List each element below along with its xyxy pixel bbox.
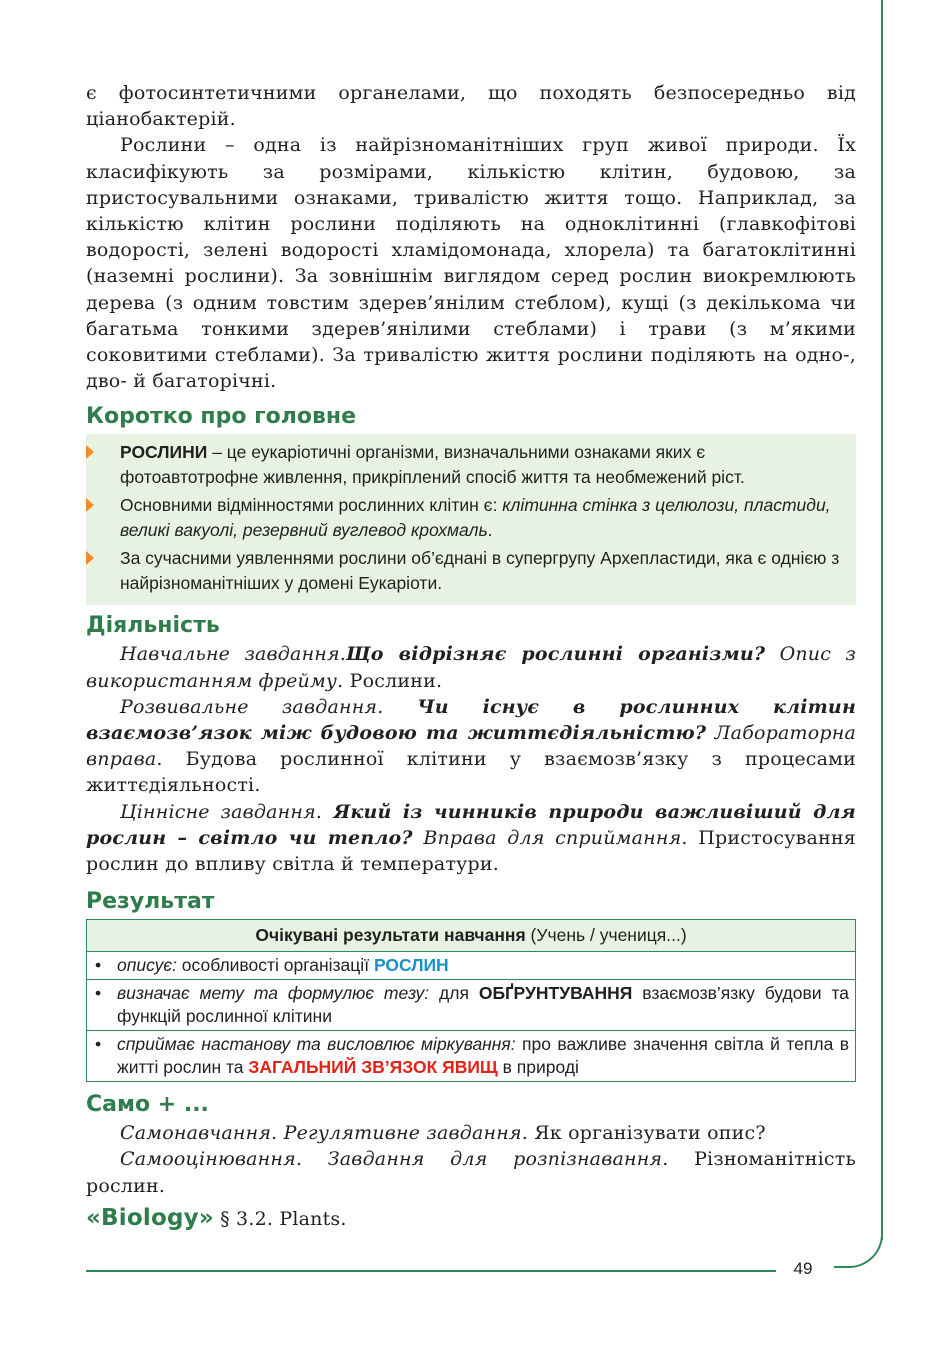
result-heading: Результат — [86, 889, 215, 915]
self-assessment: Самооцінювання. Завдання для розпізнавання. Різноманітність рослин. — [86, 1148, 856, 1197]
activity-developmental-task: Розвивальне завдання. Чи існує в рослинних клітин взаємозв’язок між будовою та життєдіяльністю? Лабораторна вправа. Будова рослинної клітини у взаємозв’язку з процесами життєдіяльності. — [86, 695, 856, 797]
arrow-bullet-icon — [86, 445, 94, 459]
summary-item-text: Основними відмінностями рослинних клітин є: — [120, 495, 503, 516]
biology-text: § 3.2. Plants. — [213, 1207, 347, 1230]
summary-item-term: РОСЛИНИ — [120, 442, 208, 463]
activity-value-task: Ціннісне завдання. Який із чинників природи важливіший для рослин – світло чи тепло? Вправа для сприймання. Пристосування рослин до впливу світла й температури. — [86, 800, 856, 876]
results-table — [86, 919, 856, 1082]
intro-continuation: є фотосинтетичними органелами, що походять безпосередньо від ціанобактерій. — [86, 82, 856, 131]
summary-box — [86, 434, 856, 605]
summary-heading: Коротко про головне — [86, 404, 357, 430]
activity-heading: Діяльність — [86, 613, 220, 639]
table-row: • описує: особливості організації РОСЛИН — [87, 952, 856, 980]
biology-reference — [86, 1205, 856, 1232]
page-content — [86, 80, 856, 1232]
table-row: • визначає мету та формулює тезу: для ОБҐРУНТУВАННЯ взаємозв’язку будови та функцій рослинної клітини — [87, 980, 856, 1031]
summary-item — [86, 440, 846, 490]
bullet-icon: • — [95, 983, 102, 1004]
table-header-row — [87, 920, 856, 952]
page-frame-right — [881, 0, 883, 1240]
page-number: 49 — [793, 1259, 813, 1278]
summary-item — [86, 493, 846, 543]
self-learning: Самонавчання. Регулятивне завдання. Як організувати опис? — [120, 1122, 766, 1145]
summary-item-text: За сучасними уявленнями рослини об’єднані в супергрупу Архепластиди, яка є однією з найрізноманітніших у домені Еукаріоти. — [120, 548, 840, 594]
table-header: Очікувані результати навчання (Учень / учениця...) — [87, 920, 856, 952]
bullet-icon: • — [95, 955, 102, 976]
arrow-bullet-icon — [86, 498, 94, 512]
biology-label: «Biology» — [86, 1204, 214, 1231]
summary-item-text: – це еукаріотичні організми, визначальними ознаками яких є фотоавтотрофне живлення, прикріплений спосіб життя та необмежений ріст. — [120, 442, 745, 488]
footer-line — [86, 1270, 776, 1272]
bullet-icon: • — [95, 1034, 102, 1055]
intro-paragraph: Рослини – одна із найрізноманітніших груп живої природи. Їх класифікують за розмірами, кількістю клітин, будовою, за пристосувальними ознаками, тривалістю життя тощо. Наприклад, за кількістю клітин рослини поділяють на одноклітинні (главкофітові водорості, зелені водорості хламідомонада, хлорела) та багатоклітинні (наземні рослини). За зовнішнім виглядом серед рослин виокремлюють дерева (з одним товстим здерев’янілим стеблом), кущі (з декількома чи багатьма тонкими здерев’янілими стеблами) і трави (з м’якими соковитими стеблами). За тривалістю життя рослини поділяють на одно-, дво- й багаторічні. — [86, 134, 856, 393]
arrow-bullet-icon — [86, 551, 94, 565]
summary-item-italic: клітинна стінка з целюлози, пластиди, великі вакуолі, резервний вуглевод крохмаль — [120, 495, 831, 541]
table-row: • сприймає настанову та висловлює міркування: про важливе значення світла й тепла в житті рослин та ЗАГАЛЬНИЙ ЗВ’ЯЗОК ЯВИЩ в природі — [87, 1031, 856, 1082]
summary-item — [86, 546, 846, 596]
summary-item-tail: . — [487, 520, 493, 541]
self-heading: Само + ... — [86, 1092, 209, 1118]
activity-learning-task: Навчальне завдання.Що відрізняє рослинні організми? Опис з використанням фрейму. Рослини. — [86, 643, 856, 692]
